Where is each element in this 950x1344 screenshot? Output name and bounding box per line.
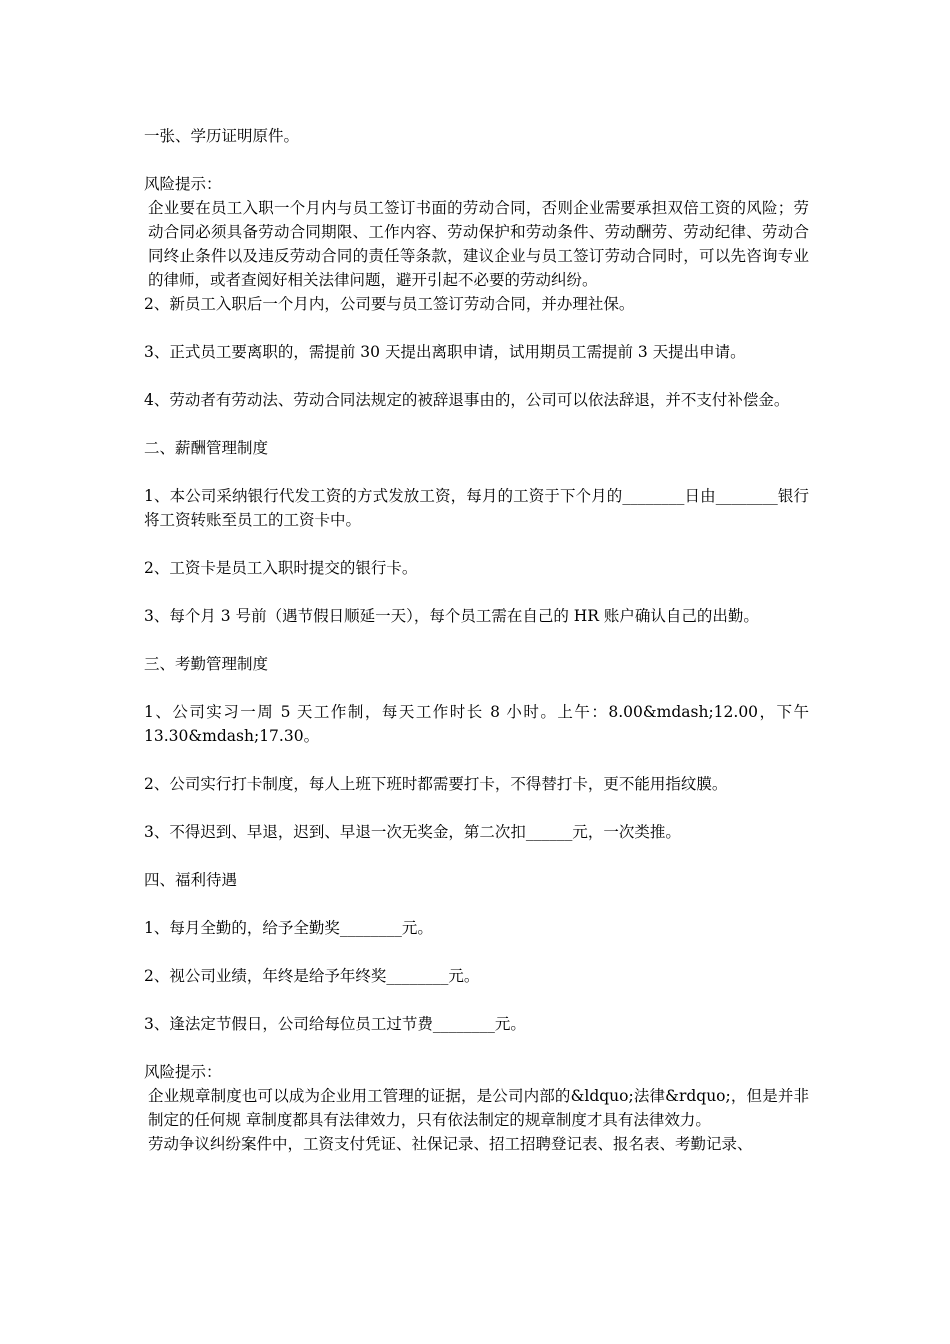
item-3-3: 3、不得迟到、早退，迟到、早退一次无奖金，第二次扣______元，一次类推。 <box>144 823 681 841</box>
risk-body-2a: 企业规章制度也可以成为企业用工管理的证据，是公司内部的&ldquo;法律&rdquo;，但是并非制定的任何规 章制度都具有法律效力，只有依法制定的规章制度才具有法律效力。 <box>148 1087 809 1129</box>
risk-body-1: 企业要在员工入职一个月内与员工签订书面的劳动合同，否则企业需要承担双倍工资的风险；劳动合同必须具备劳动合同期限、工作内容、劳动保护和劳动条件、劳动酬劳、劳动纪律、劳动合同终止条件以及违反劳动合同的责任等条款，建议企业与员工签订劳动合同时，可以先咨询专业的律师，或者查阅好相关法律问题，避开引起不必要的劳动纠纷。 <box>148 199 809 289</box>
section-2-title: 二、薪酬管理制度 <box>144 439 269 457</box>
risk-heading-1: 风险提示： <box>144 175 222 193</box>
risk-body-2b: 劳动争议纠纷案件中，工资支付凭证、社保记录、招工招聘登记表、报名表、考勤记录、 <box>148 1135 753 1153</box>
item-3-2: 2、公司实行打卡制度，每人上班下班时都需要打卡，不得替打卡，更不能用指纹膜。 <box>144 775 728 793</box>
risk-heading-2: 风险提示： <box>144 1063 222 1081</box>
item-1-4: 4、劳动者有劳动法、劳动合同法规定的被辞退事由的，公司可以依法辞退，并不支付补偿金。 <box>144 391 790 409</box>
section-4-title: 四、福利待遇 <box>144 871 238 889</box>
section-3-title: 三、考勤管理制度 <box>144 655 269 673</box>
item-4-1: 1、每月全勤的，给予全勤奖________元。 <box>144 919 433 937</box>
item-2-1: 1、本公司采纳银行代发工资的方式发放工资，每月的工资于下个月的________日由________银行将工资转账至员工的工资卡中。 <box>144 487 809 529</box>
item-3-1: 1、公司实习一周 5 天工作制，每天工作时长 8 小时。上午：8.00&mdash;12.00，下午 13.30&mdash;17.30。 <box>144 703 809 745</box>
paragraph-intro-tail: 一张、学历证明原件。 <box>144 127 300 145</box>
item-1-2: 2、新员工入职后一个月内，公司要与员工签订劳动合同，并办理社保。 <box>144 295 635 313</box>
item-4-2: 2、视公司业绩，年终是给予年终奖________元。 <box>144 967 480 985</box>
item-4-3: 3、逢法定节假日，公司给每位员工过节费________元。 <box>144 1015 526 1033</box>
item-2-3: 3、每个月 3 号前（遇节假日顺延一天），每个员工需在自己的 HR 账户确认自己的出勤。 <box>144 607 759 625</box>
document-page <box>144 124 809 1156</box>
item-2-2: 2、工资卡是员工入职时提交的银行卡。 <box>144 559 418 577</box>
item-1-3: 3、正式员工要离职的，需提前 30 天提出离职申请，试用期员工需提前 3 天提出申请。 <box>144 343 746 361</box>
